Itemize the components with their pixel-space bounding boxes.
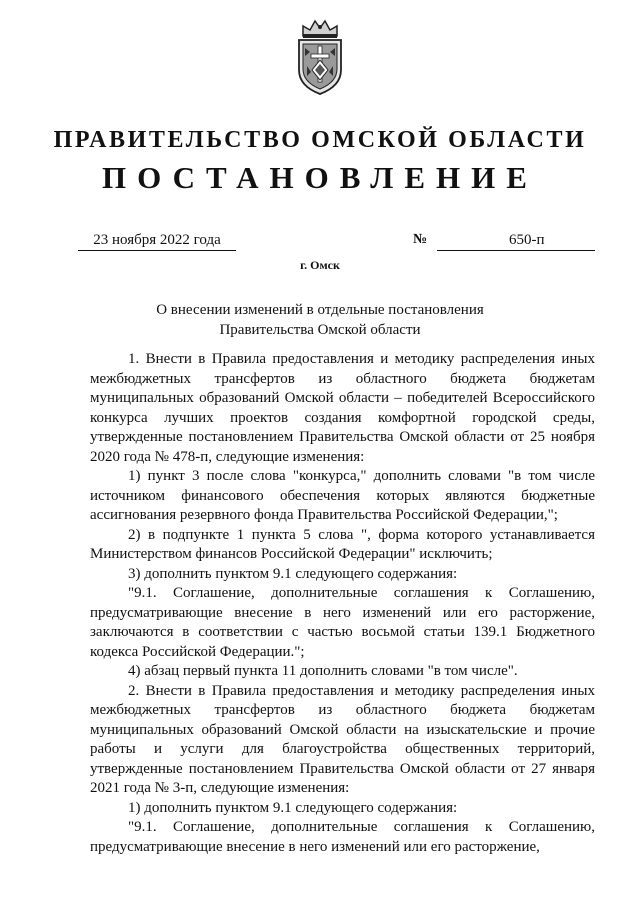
paragraph-1-item-3: 3) дополнить пунктом 9.1 следующего содержания: — [128, 565, 458, 582]
subject-line-2: Правительства Омской области — [219, 322, 421, 338]
paragraph-1-quote: "9.1. Соглашение, дополнительные соглашения к Соглашению, предусматривающие внесение в него изменений или его расторжение, заключаются в соответствии с частью восьмой статьи 139.1 Бюджетного кодекса Российской Федерации."; — [90, 585, 595, 660]
paragraph-2-item-1: 1) дополнить пунктом 9.1 следующего содержания: — [128, 799, 458, 816]
paragraph-2: 2. Внести в Правила предоставления и методику распределения иных межбюджетных трансфертов из областного бюджета бюджетам муниципальных образований Омской области на изыскательские и прочие работы и услуги для благоустройства общественных территорий, утвержденные постановлением Правительства Омской области от 27 января 2021 года № 3-п, следующие изменения: — [90, 682, 595, 796]
paragraph-1-item-2: 2) в подпункте 1 пункта 5 слова ", форма которого устанавливается Министерством финансов Российской Федерации" исключить; — [90, 526, 595, 562]
coat-of-arms-icon — [293, 18, 347, 96]
paragraph-1-item-4: 4) абзац первый пункта 11 дополнить словами "в том числе". — [128, 663, 518, 679]
number-sign: № — [413, 232, 428, 247]
document-body — [90, 350, 595, 857]
document-date: 23 ноября 2022 года — [78, 231, 236, 251]
document-number-field — [437, 231, 595, 251]
document-subject — [0, 300, 640, 340]
subject-line-1: О внесении изменений в отдельные постановления — [156, 302, 484, 318]
city-label: г. Омск — [300, 258, 340, 272]
paragraph-1-item-1: 1) пункт 3 после слова "конкурса," дополнить словами "в том числе источником финансового обеспечения которых являются бюджетные ассигнования резервного фонда Правительства Российской Федерации,"; — [90, 468, 595, 523]
paragraph-1: 1. Внести в Правила предоставления и методику распределения иных межбюджетных трансфертов из областного бюджета бюджетам муниципальных образований Омской области – победителей Всероссийского конкурса лучших проектов создания комфортной городской среды, утвержденные постановлением Правительства Омской области от 25 ноября 2020 года № 478-п, следующие изменения: — [90, 351, 595, 465]
document-number: 650-п — [509, 232, 545, 248]
document-type-title: ПОСТАНОВЛЕНИЕ — [102, 160, 538, 195]
paragraph-2-quote: "9.1. Соглашение, дополнительные соглашения к Соглашению, предусматривающие внесение в него изменений или его расторжение, — [90, 819, 595, 855]
government-title: ПРАВИТЕЛЬСТВО ОМСКОЙ ОБЛАСТИ — [53, 127, 587, 153]
